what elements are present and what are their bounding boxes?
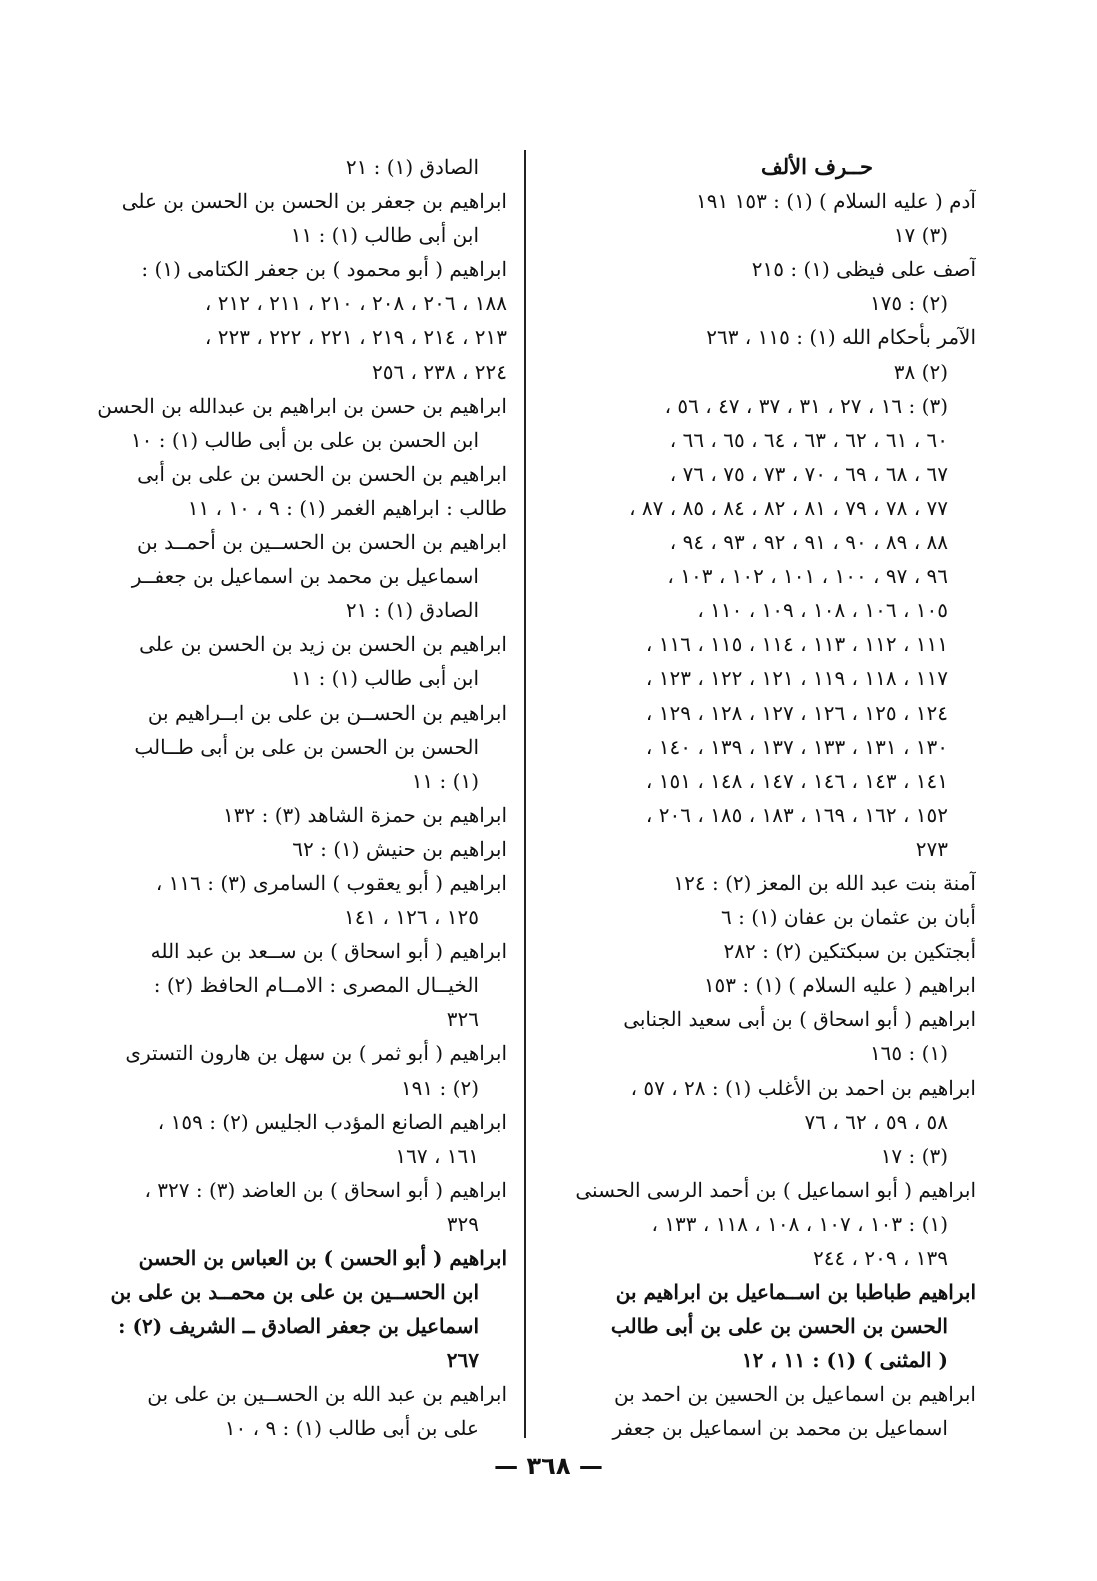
index-entry-line: ٣٢٩ bbox=[446, 1211, 479, 1236]
index-entry-line: ابراهيم بن احمد بن الأغلب (١) : ٢٨ ، ٥٧ ، bbox=[630, 1075, 976, 1100]
index-entry-line: اسماعيل بن محمد بن اسماعيل بن جعفــر bbox=[131, 564, 479, 589]
index-entry-line: ٢٧٣ bbox=[915, 836, 948, 861]
index-entry-line: ١٣٩ ، ٢٠٩ ، ٢٤٤ bbox=[812, 1246, 948, 1270]
index-entry-line: ابراهيم ( أبو اسماعيل ) بن أحمد الرسى الحسنى bbox=[575, 1177, 976, 1202]
index-entry-line: (١) : ١٠٣ ، ١٠٧ ، ١٠٨ ، ١١٨ ، ١٣٣ ، bbox=[651, 1211, 948, 1236]
index-entry-line: الآمر بأحكام الله (١) : ١١٥ ، ٢٦٣ bbox=[706, 325, 976, 350]
left-column bbox=[75, 150, 507, 1446]
index-entry-line: اسماعيل بن جعفر الصادق ــ الشريف (٢) : bbox=[118, 1314, 479, 1339]
index-entry-line: ٢٢٤ ، ٢٣٨ ، ٢٥٦ bbox=[371, 359, 507, 384]
index-entry-line: ٢١٣ ، ٢١٤ ، ٢١٩ ، ٢٢١ ، ٢٢٢ ، ٢٢٣ ، bbox=[204, 325, 507, 350]
index-entry-line: ابراهيم ( أبو اسحاق ) بن ســعد بن عبد الله bbox=[150, 939, 507, 964]
index-entry-line: آمنة بنت عبد الله بن المعز (٢) : ١٢٤ bbox=[673, 870, 976, 895]
index-entry-line: ١٦١ ، ١٦٧ bbox=[395, 1143, 479, 1168]
index-entry-line: ابراهيم ( أبو ثمر ) بن سهل بن هارون التسترى bbox=[125, 1041, 507, 1066]
index-entry-line: ابراهيم بن عبد الله بن الحســين بن على بن bbox=[147, 1382, 507, 1407]
index-entry-line: ابراهيم بن الحسن بن الحســين بن أحمــد بن bbox=[137, 530, 507, 555]
index-entry-line: ٢٦٧ bbox=[446, 1348, 479, 1373]
index-entry-line: ١٢٥ ، ١٢٦ ، ١٤١ bbox=[343, 905, 479, 930]
index-entry-line: ابراهيم طباطبا بن اســماعيل بن ابراهيم بن bbox=[615, 1280, 976, 1305]
index-entry-line: ابن أبى طالب (١) : ١١ bbox=[290, 223, 479, 248]
index-entry-line: ابراهيم ( أبو محمود ) بن جعفر الكتامى (١) : bbox=[141, 257, 507, 282]
section-heading: حــرف الألف bbox=[761, 154, 873, 179]
index-entry-line: ٦٠ ، ٦١ ، ٦٢ ، ٦٣ ، ٦٤ ، ٦٥ ، ٦٦ ، bbox=[669, 427, 948, 452]
index-entry-line: ابراهيم بن الحســن بن على بن ابــراهيم بن bbox=[147, 700, 507, 725]
index-entry-line: ابراهيم بن حسن بن ابراهيم بن عبدالله بن الحسن bbox=[97, 393, 507, 418]
index-entry-line: الصادق (١) : ٢١ bbox=[345, 155, 479, 179]
index-entry-line: ابراهيم بن اسماعيل بن الحسين بن احمد بن bbox=[613, 1382, 976, 1407]
index-entry-line: ١٠٥ ، ١٠٦ ، ١٠٨ ، ١٠٩ ، ١١٠ ، bbox=[697, 598, 948, 623]
index-entry-line: (١) : ١١ bbox=[411, 768, 479, 793]
index-entry-line: الخيــال المصرى : الامــام الحافظ (٢) : bbox=[153, 973, 479, 998]
index-entry-line: ابراهيم ( أبو يعقوب ) السامرى (٣) : ١١٦ ، bbox=[155, 870, 507, 895]
index-entry-line: ٦٧ ، ٦٨ ، ٦٩ ، ٧٠ ، ٧٣ ، ٧٥ ، ٧٦ ، bbox=[669, 461, 948, 486]
index-entry-line: ١١١ ، ١١٢ ، ١١٣ ، ١١٤ ، ١١٥ ، ١١٦ ، bbox=[645, 632, 948, 657]
index-entry-line: أبجتكين بن سبكتكين (٢) : ٢٨٢ bbox=[723, 939, 976, 964]
column-divider bbox=[524, 150, 526, 1438]
index-entry-line: ابراهيم ( عليه السلام ) (١) : ١٥٣ bbox=[703, 973, 976, 998]
index-entry-line: ١٥٢ ، ١٦٢ ، ١٦٩ ، ١٨٣ ، ١٨٥ ، ٢٠٦ ، bbox=[645, 802, 948, 827]
index-entry-line: ابراهيم بن حمزة الشاهد (٣) : ١٣٢ bbox=[223, 802, 507, 827]
index-entry-line: ابراهيم بن جعفر بن الحسن بن الحسن بن على bbox=[121, 189, 507, 214]
index-entry-line: (١) : ١٦٥ bbox=[869, 1041, 948, 1066]
index-entry-line: (٣) : ١٦ ، ٢٧ ، ٣١ ، ٣٧ ، ٤٧ ، ٥٦ ، bbox=[664, 393, 948, 418]
index-entry-line: طالب : ابراهيم الغمر (١) : ٩ ، ١٠ ، ١١ bbox=[187, 495, 507, 520]
index-entry-line: ٨٨ ، ٨٩ ، ٩٠ ، ٩١ ، ٩٢ ، ٩٣ ، ٩٤ ، bbox=[669, 530, 948, 555]
index-entry-line: ١٣٠ ، ١٣١ ، ١٣٣ ، ١٣٧ ، ١٣٩ ، ١٤٠ ، bbox=[645, 734, 948, 759]
index-entry-line: ( المثنى ) (١) : ١١ ، ١٢ bbox=[741, 1348, 948, 1373]
index-entry-line: اسماعيل بن محمد بن اسماعيل بن جعفر bbox=[612, 1416, 948, 1441]
index-entry-line: ١٨٨ ، ٢٠٦ ، ٢٠٨ ، ٢١٠ ، ٢١١ ، ٢١٢ ، bbox=[204, 291, 507, 316]
index-entry-line: ابن أبى طالب (١) : ١١ bbox=[290, 666, 479, 691]
index-entry-line: ابراهيم ( أبو اسحاق ) بن العاضد (٣) : ٣٢٧ ، bbox=[144, 1177, 507, 1202]
index-entry-line: الحسن بن الحسن بن على بن أبى طالب bbox=[610, 1314, 948, 1339]
index-entry-line: (٣) : ١٧ bbox=[880, 1143, 948, 1168]
index-entry-line: (٢) : ١٩١ bbox=[400, 1075, 479, 1100]
index-entry-line: ١١٧ ، ١١٨ ، ١١٩ ، ١٢١ ، ١٢٢ ، ١٢٣ ، bbox=[645, 666, 948, 691]
index-entry-line: الحسن بن الحسن بن على بن أبى طــالب bbox=[134, 734, 479, 759]
index-entry-line: ١٤١ ، ١٤٣ ، ١٤٦ ، ١٤٧ ، ١٤٨ ، ١٥١ ، bbox=[645, 768, 948, 793]
index-entry-line: (٢) : ١٧٥ bbox=[869, 291, 948, 316]
index-entry-line: ابن الحســين بن على بن محمــد بن على بن bbox=[110, 1280, 479, 1305]
index-entry-line: آدم ( عليه السلام ) (١) : ١٥٣ ١٩١ bbox=[695, 189, 976, 214]
index-entry-line: ابن الحسن بن على بن أبى طالب (١) : ١٠ bbox=[130, 427, 479, 452]
index-entry-line: (٢) ٣٨ bbox=[893, 359, 948, 384]
index-entry-line: على بن أبى طالب (١) : ٩ ، ١٠ bbox=[224, 1416, 479, 1441]
index-entry-line: ابراهيم بن حنيش (١) : ٦٢ bbox=[292, 836, 507, 861]
index-entry-line: أبان بن عثمان بن عفان (١) : ٦ bbox=[721, 905, 976, 930]
index-entry-line: ٩٦ ، ٩٧ ، ١٠٠ ، ١٠١ ، ١٠٢ ، ١٠٣ ، bbox=[667, 564, 948, 589]
index-entry-line: ٣٢٦ bbox=[446, 1007, 479, 1032]
index-entry-line: ابراهيم ( أبو اسحاق ) بن أبى سعيد الجنابى bbox=[623, 1007, 976, 1032]
page-number: — ٣٦٨ — bbox=[494, 1452, 603, 1480]
index-entry-line: ٧٧ ، ٧٨ ، ٧٩ ، ٨١ ، ٨٢ ، ٨٤ ، ٨٥ ، ٨٧ ، bbox=[629, 495, 948, 520]
index-entry-line: ابراهيم الصانع المؤدب الجليس (٢) : ١٥٩ ، bbox=[157, 1109, 507, 1134]
index-entry-line: ابراهيم ( أبو الحسن ) بن العباس بن الحسن bbox=[138, 1246, 507, 1270]
index-entry-line: ٥٨ ، ٥٩ ، ٦٢ ، ٧٦ bbox=[804, 1109, 948, 1134]
index-entry-line: ابراهيم بن الحسن بن زيد بن الحسن بن على bbox=[139, 632, 507, 657]
index-entry-line: ابراهيم بن الحسن بن الحسن بن على بن أبى bbox=[137, 461, 507, 486]
right-column bbox=[548, 150, 976, 1446]
index-entry-line: الصادق (١) : ٢١ bbox=[345, 598, 479, 623]
index-entry-line: (٣) ١٧ bbox=[893, 223, 948, 248]
index-entry-line: آصف على فيظى (١) : ٢١٥ bbox=[751, 257, 976, 282]
index-entry-line: ١٢٤ ، ١٢٥ ، ١٢٦ ، ١٢٧ ، ١٢٨ ، ١٢٩ ، bbox=[645, 700, 948, 725]
